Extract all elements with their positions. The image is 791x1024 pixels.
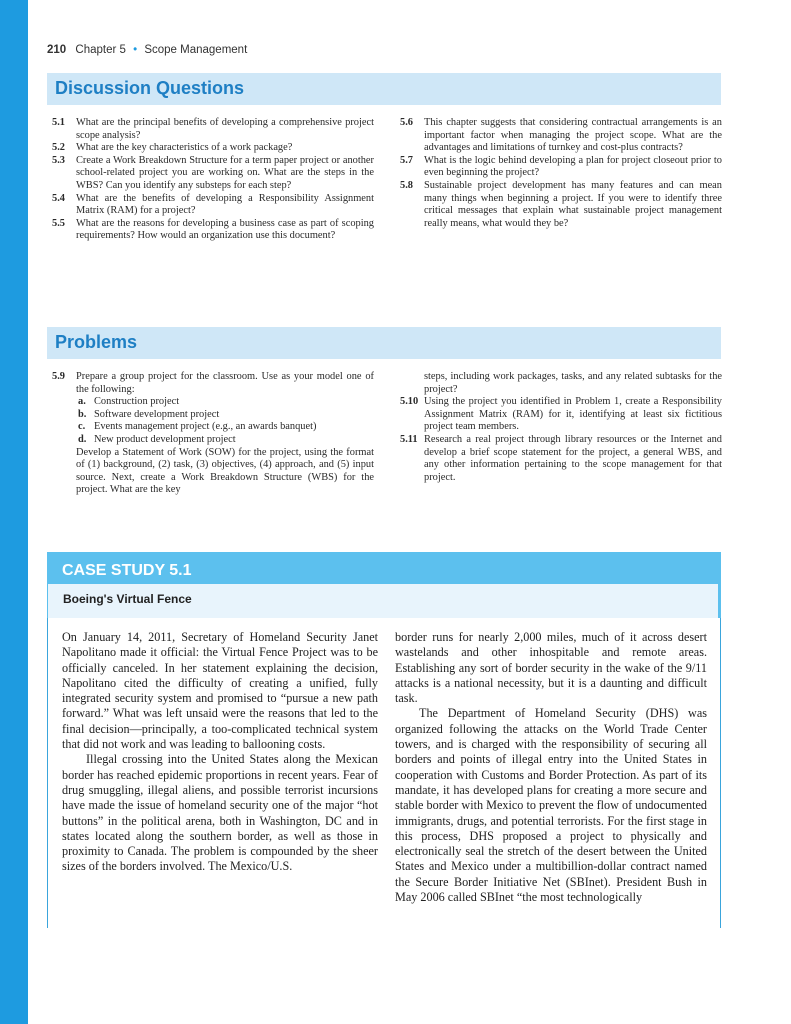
case-study-subtitle: Boeing's Virtual Fence xyxy=(63,592,192,606)
section-label: Scope Management xyxy=(144,44,248,56)
problems-left-column xyxy=(52,371,374,497)
case-study-left-column xyxy=(62,630,378,875)
case-study-label: CASE STUDY 5.1 xyxy=(62,562,192,579)
case-paragraph: border runs for nearly 2,000 miles, much of it across desert wastelands and other inhospitable and remote areas. Establishing any sort of border security in the wake of the 9/11 attacks is a national necessity, but it is a daunting and difficult task. xyxy=(395,630,707,706)
case-frame-left-rule xyxy=(47,618,48,928)
problem-5-9-continuation: steps, including work packages, tasks, and any related subtasks for the project? xyxy=(424,371,722,395)
problem-5-10: 5.10 Using the project you identified in Problem 1, create a Responsibility Assignment Matrix (RAM) for it, identifying at least six fictitious project team members. xyxy=(400,396,722,433)
question-5-8: 5.8 Sustainable project development has many features and can mean many things when beginning a project. If you were to identify three critical messages that explain what sustainable project management really means, what would they be? xyxy=(400,179,722,229)
discussion-title: Discussion Questions xyxy=(55,78,245,98)
page-number: 210 xyxy=(47,44,67,56)
problems-heading xyxy=(47,327,721,359)
problems-title: Problems xyxy=(55,332,138,352)
problem-option-b: b. Software development project xyxy=(78,408,220,420)
case-paragraph: On January 14, 2011, Secretary of Homeland Security Janet Napolitano made it official: the Virtual Fence Project was to be officially canceled. In her statement explaining the decision, Napolitano cited the difficulty of creating a unified, fully integrated security system and promised to “pursue a new path forward.” What was left unsaid were the reasons that led to the final decision—principally, a too-complicated technical system that did not work and was leading to ballooning costs. xyxy=(62,630,378,752)
question-5-3: 5.3 Create a Work Breakdown Structure for a term paper project or another school-related project you are working on. What are the steps in the WBS? Can you identify any substeps for each step? xyxy=(52,154,374,191)
problem-5-11: 5.11 Research a real project through library resources or the Internet and develop a brief scope statement for the project, a general WBS, and any other information pertaining to the scope management for that project. xyxy=(400,433,722,483)
case-study-subtitle-bar xyxy=(47,584,719,618)
discussion-questions-heading xyxy=(47,73,721,105)
left-color-bar xyxy=(0,0,28,1024)
case-study-right-column xyxy=(395,630,707,905)
chapter-label: Chapter 5 xyxy=(75,44,126,56)
case-study-header xyxy=(47,552,721,618)
case-paragraph: The Department of Homeland Security (DHS) was organized following the attacks on the World Trade Center towers, and is charged with the responsibility of securing all borders and points of illegal entry into the United States in cooperation with Customs and Border Protection. As part of its mandate, it has developed plans for creating a more secure and stable border with Mexico to prevent the flow of undocumented immigrants, drugs, and potential terrorists. For the first stage in this process, DHS proposed a project to physically and electronically seal the stretch of the desert between the United States and Mexico under a multibillion-dollar contract named the Secure Border Initiative Net (SBInet). President Bush in May 2006 called SBInet “the most technologically xyxy=(395,706,707,905)
problem-5-9-body: Develop a Statement of Work (SOW) for the project, using the format of (1) background, (2) task, (3) objectives, (4) approach, and (5) input source. Next, create a Work Breakdown Structure (WBS) for the project. What are the key xyxy=(76,446,374,496)
case-paragraph: Illegal crossing into the United States along the Mexican border has reached epidemic proportions in recent years. Fear of drug smuggling, illegal aliens, and possible terrorist incursions have made the issue of homeland security one of the major “hot buttons” in the political arena, both in Washington, DC and in states located along the southern border, as well as those in proximity to Canada. The problem is compounded by the sheer sizes of the borders involved. The Mexico/U.S. xyxy=(62,752,378,874)
question-5-1: 5.1 What are the principal benefits of developing a comprehensive project scope analysis? xyxy=(52,117,374,141)
problem-option-a: a. Construction project xyxy=(78,396,180,408)
question-5-7: 5.7 What is the logic behind developing a plan for project closeout prior to even beginning the project? xyxy=(400,154,722,179)
question-5-6: 5.6 This chapter suggests that considering contractual arrangements is an important factor when managing the project scope. What are the advantages and limitations of turnkey and cost-plus contracts? xyxy=(400,117,722,154)
problem-option-c: c. Events management project (e.g., an awards banquet) xyxy=(78,421,317,433)
problem-option-d: d. New product development project xyxy=(78,433,236,445)
case-frame-right-rule xyxy=(720,618,721,928)
problem-5-9: 5.9 Prepare a group project for the classroom. Use as your model one of the following: xyxy=(52,371,374,395)
discussion-right-column xyxy=(400,117,722,230)
discussion-left-column xyxy=(52,117,374,243)
question-5-2: 5.2 What are the key characteristics of a work package? xyxy=(52,142,293,154)
question-5-5: 5.5 What are the reasons for developing a business case as part of scoping requirements? How would an organization use this document? xyxy=(52,217,374,242)
running-head xyxy=(47,44,247,56)
problems-right-column xyxy=(400,371,722,484)
question-5-4: 5.4 What are the benefits of developing a Responsibility Assignment Matrix (RAM) for a project? xyxy=(52,192,374,217)
bullet-dot: • xyxy=(133,44,138,56)
